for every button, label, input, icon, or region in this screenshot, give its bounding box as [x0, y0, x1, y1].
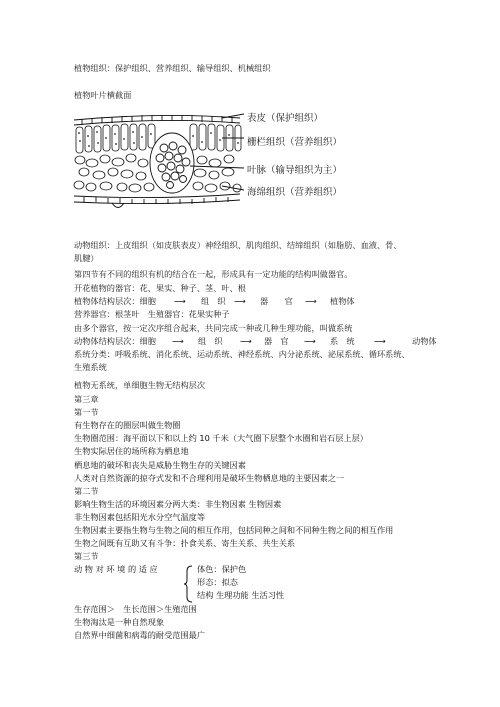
abiotic-line: 非生物因素包括阳光水分空气温度等: [74, 512, 206, 522]
plant-level-organ: 器 官: [260, 296, 293, 306]
animal-tissue-line-2: 肌腱）: [74, 253, 99, 263]
biotic-line-2: 生物之间既有互助又有斗争：扑食关系、寄生关系、共生关系: [74, 538, 296, 548]
arrow-icon: ⟶: [305, 296, 317, 306]
biotic-line-1: 生物因素主要指生物与生物之间的相互作用，包括同种之间和不同种生物之间的相互作用: [74, 525, 394, 535]
animal-level-organ: 器 官: [264, 336, 289, 346]
plant-tissue-line: 植物组织：保护组织、营养组织、输导组织、机械组织: [74, 63, 271, 73]
habitat-line: 生物实际居住的场所称为栖息地: [74, 446, 189, 456]
flower-organs: 开花植物的器官：花、果实、种子、茎、叶、根: [74, 283, 246, 293]
animal-level-system: 系 统: [330, 336, 355, 346]
arrow-icon: ⟶: [234, 296, 246, 306]
systems-line-1: 系统分类：呼吸系统、消化系统、运动系统、神经系统、内分泌系统、泌尿系统、循环系统、: [74, 349, 410, 359]
label-vein: 叶脉（输导组织为主）: [247, 165, 343, 176]
adaptation-item-form: 形态：拟态: [197, 577, 238, 587]
plant-levels-row: [74, 296, 454, 307]
section-1-heading: 第一节: [74, 407, 99, 417]
animal-levels-row: [74, 336, 464, 347]
animal-level-tissue: 组 织: [198, 336, 223, 346]
human-damage-line: 人类对自然资源的掠夺式发和不合理利用是破坏生物栖息地的主要因素之一: [74, 473, 345, 483]
leaf-vein: [150, 133, 194, 193]
system-definition: 由多个器官，按一定次序组合起来，共同完成一种或几种生理功能，叫做系统: [74, 323, 353, 333]
animal-level-body: 动物体: [412, 336, 437, 346]
figure-title: 植物叶片横截面: [74, 90, 132, 100]
biosphere-range-line: 生物圈范围：海平面以下和以上约 10 千米（大气圈下层整个水圈和岩石层上层）: [74, 433, 368, 443]
microbes-line: 自然界中细菌和病毒的耐受范围最广: [74, 630, 206, 640]
arrow-icon: ⟶: [240, 336, 252, 346]
arrow-icon: ⟶: [174, 296, 186, 306]
adaptation-item-structure: 结构 生理功能 生活习性: [197, 590, 285, 600]
arrow-icon: ⟶: [374, 336, 386, 346]
leaf-cross-section-figure: [72, 108, 244, 230]
label-palisade: 栅栏组织（营养组织）: [247, 137, 343, 148]
adaptation-label: 动 物 对 环 境 的 适 应: [74, 564, 158, 574]
biosphere-line: 有生物存在的圈层叫做生物圈: [74, 420, 181, 430]
section-2-heading: 第二节: [74, 486, 99, 496]
animal-tissue-line-1: 动物组织：上皮组织（如皮肤表皮）神经组织、肌肉组织、结缔组织（如脂肪、血液、骨、: [74, 240, 402, 250]
factors-line: 影响生物生活的环境因素分两大类：非生物因素 生物因素: [74, 499, 282, 509]
arrow-icon: ⟶: [304, 336, 316, 346]
upper-epidermis: [74, 115, 240, 125]
plant-level-body: 植物体: [330, 296, 355, 306]
adaptation-item-color: 体色：保护色: [197, 564, 247, 574]
chapter-heading: 第三章: [74, 394, 99, 404]
label-epidermis: 表皮（保护组织）: [247, 113, 324, 124]
label-spongy: 海绵组织（营养组织）: [247, 187, 343, 198]
arrow-icon: ⟶: [172, 336, 184, 346]
plant-level-tissue: 组 织: [201, 296, 226, 306]
section-3-heading: 第三节: [74, 551, 99, 561]
organ-definition: 第四节有不同的组织有机的结合在一起，形成具有一定功能的结构叫做器官。: [74, 269, 353, 279]
plant-levels-prefix: 植物体结构层次：细胞: [74, 296, 156, 306]
brace-icon: [183, 565, 193, 603]
systems-line-2: 生殖系统: [74, 362, 107, 372]
nutritive-organs: 营养器官：根茎叶 生殖器官：花果实种子: [74, 309, 230, 319]
range-order-line: 生存范围＞ 生长范围＞生殖范围: [74, 604, 197, 614]
animal-levels-prefix: 动物体结构层次：细胞: [74, 336, 156, 346]
lower-epidermis: [74, 194, 240, 208]
no-system-note: 植物无系统，单细胞生物无结构层次: [74, 380, 206, 390]
natural-selection-line: 生物淘汰是一种自然现象: [74, 617, 165, 627]
habitat-key-line: 栖息地的破坏和丧失是威胁生物生存的关键因素: [74, 460, 246, 470]
